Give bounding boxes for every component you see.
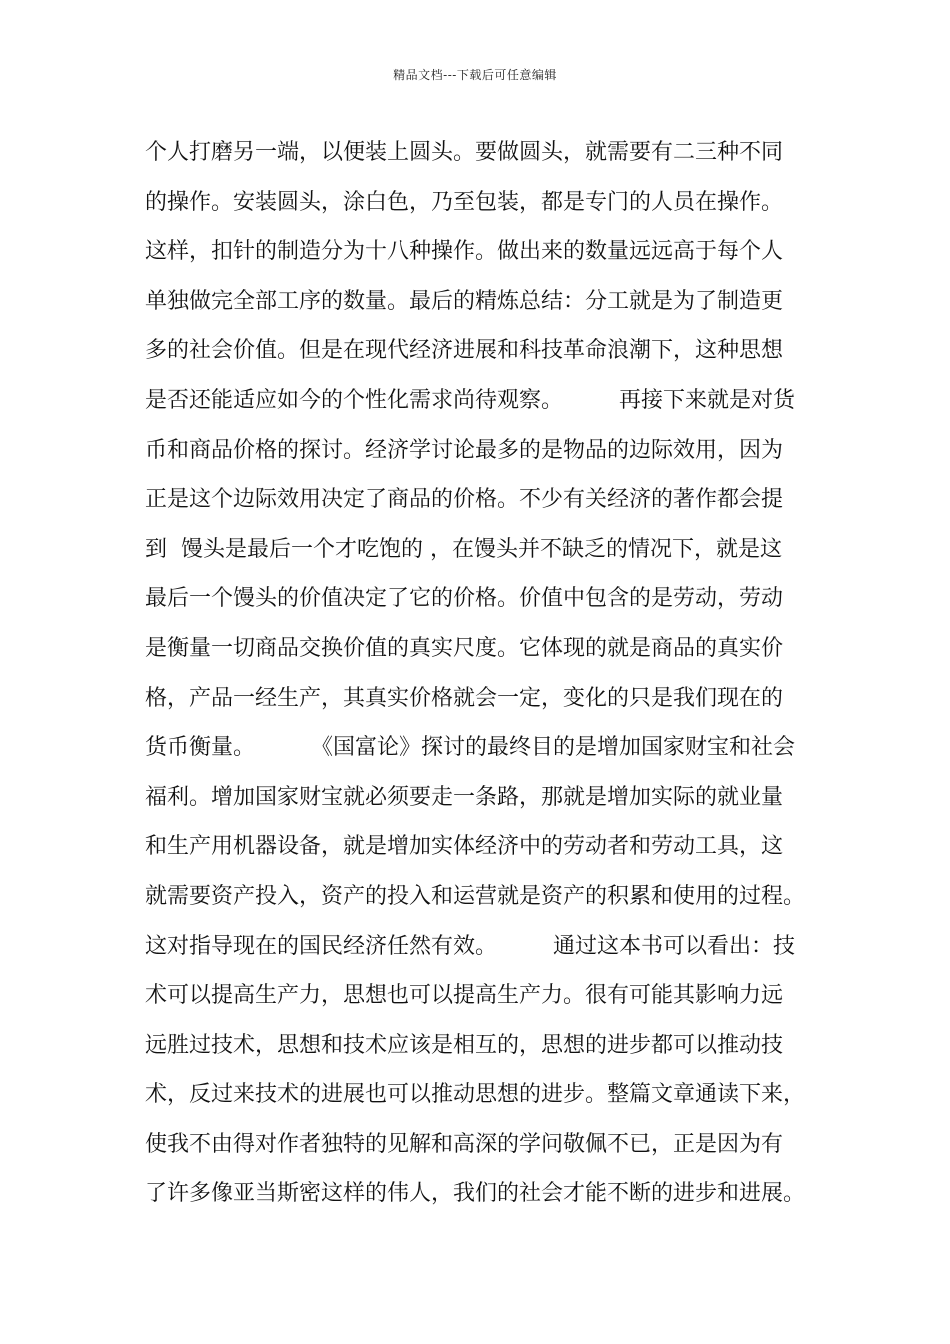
document-body: [145, 128, 845, 1219]
text-line: 福利。增加国家财宝就必须要走一条路，那就是增加实际的就业量: [145, 784, 784, 810]
text-line: 使我不由得对作者独特的见解和高深的学问敬佩不已，正是因为有: [145, 1131, 784, 1157]
text-line: 这样，扣针的制造分为十八种操作。做出来的数量远远高于每个人: [145, 239, 784, 265]
text-line: 这对指导现在的国民经济任然有效。 通过这本书可以看出：技: [145, 933, 795, 959]
text-line: 和生产用机器设备，就是增加实体经济中的劳动者和劳动工具，这: [145, 834, 784, 860]
text-line: 正是这个边际效用决定了商品的价格。不少有关经济的著作都会提: [145, 487, 784, 513]
text-line: 到 馒头是最后一个才吃饱的 ，在馒头并不缺乏的情况下，就是这: [145, 536, 782, 562]
text-line: 是衡量一切商品交换价值的真实尺度。它体现的就是商品的真实价: [145, 635, 784, 661]
text-line: 就需要资产投入，资产的投入和运营就是资产的积累和使用的过程。: [145, 883, 806, 909]
text-line: 是否还能适应如今的个性化需求尚待观察。 再接下来就是对货: [145, 387, 795, 413]
page-header: 精品文档---下载后可任意编辑: [393, 68, 557, 82]
text-line: 最后一个馒头的价值决定了它的价格。价值中包含的是劳动，劳动: [145, 586, 784, 612]
text-line: 币和商品价格的探讨。经济学讨论最多的是物品的边际效用，因为: [145, 437, 784, 463]
text-line: 格，产品一经生产，其真实价格就会一定，变化的只是我们现在的: [145, 685, 784, 711]
text-line: 的操作。安装圆头，涂白色，乃至包装，都是专门的人员在操作。: [145, 189, 784, 215]
text-line: 术可以提高生产力，思想也可以提高生产力。很有可能其影响力远: [145, 983, 784, 1009]
text-line: 了许多像亚当斯密这样的伟人，我们的社会才能不断的进步和进展。: [145, 1181, 806, 1207]
text-line: 术，反过来技术的进展也可以推动思想的进步。整篇文章通读下来，: [145, 1082, 806, 1108]
text-line: 个人打磨另一端，以便装上圆头。要做圆头，就需要有二三种不同: [145, 140, 784, 165]
text-line: 单独做完全部工序的数量。最后的精炼总结：分工就是为了制造更: [145, 288, 784, 314]
text-line: 多的社会价值。但是在现代经济进展和科技革命浪潮下，这种思想: [145, 338, 784, 364]
text-line: 货币衡量。 《国富论》探讨的最终目的是增加国家财宝和社会: [145, 735, 795, 761]
text-line: 远胜过技术，思想和技术应该是相互的，思想的进步都可以推动技: [145, 1032, 784, 1058]
